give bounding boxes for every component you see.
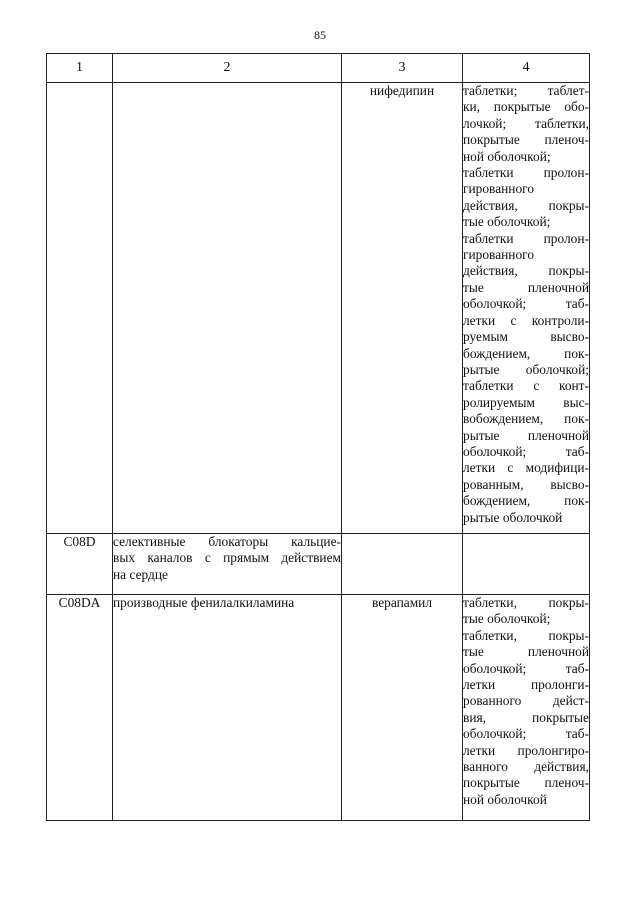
dosage-forms-line: летки пролонгиро- bbox=[463, 742, 589, 758]
dosage-forms-line: таблетки пролон- bbox=[463, 165, 589, 181]
group-cell bbox=[113, 534, 342, 595]
drug-name-cell bbox=[342, 534, 463, 595]
dosage-forms-line: ной оболочкой; bbox=[463, 148, 551, 164]
atc-code-cell: C08DA bbox=[47, 595, 113, 821]
group-line: на сердце bbox=[113, 566, 168, 582]
header-col-2: 2 bbox=[113, 54, 342, 83]
dosage-forms-line: лочкой; таблетки, bbox=[463, 115, 589, 131]
dosage-forms-line: ролируемым выс- bbox=[463, 394, 589, 410]
page-number: 85 bbox=[314, 28, 326, 42]
dosage-forms-line: таблетки с конт- bbox=[463, 378, 589, 394]
dosage-forms-cell bbox=[463, 595, 590, 821]
dosage-forms-line: летки с контроли- bbox=[463, 312, 589, 328]
drug-name-cell: нифедипин bbox=[342, 83, 463, 534]
dosage-forms-line: ки, покрытые обо- bbox=[463, 99, 589, 115]
group-cell bbox=[113, 595, 342, 821]
dosage-forms-line: вия, покрытые bbox=[463, 709, 589, 725]
dosage-forms-line: покрытые пленоч- bbox=[463, 775, 589, 791]
dosage-forms-line: рытые оболочкой; bbox=[463, 361, 589, 377]
dosage-forms-line: таблетки, покры- bbox=[463, 627, 589, 643]
dosage-forms-line: тые пленочной bbox=[463, 279, 589, 295]
dosage-forms-line: летки пролонги- bbox=[463, 677, 589, 693]
dosage-forms-line: таблетки; таблет- bbox=[463, 83, 589, 98]
dosage-forms-line: рытые пленочной bbox=[463, 427, 589, 443]
group-line: вых каналов с прямым действием bbox=[113, 550, 341, 566]
dosage-forms-line: летки с модифици- bbox=[463, 460, 589, 476]
dosage-forms-line: ной оболочкой bbox=[463, 791, 547, 807]
dosage-forms-line: таблетки пролон- bbox=[463, 230, 589, 246]
dosage-forms-line: бождением, пок- bbox=[463, 493, 589, 509]
dosage-forms-line: ванного действия, bbox=[463, 759, 589, 775]
dosage-forms-line: оболочкой; таб- bbox=[463, 443, 589, 459]
header-col-4: 4 bbox=[463, 54, 590, 83]
group-line: производные фенилалкиламина bbox=[113, 595, 295, 610]
dosage-forms-line: оболочкой; таб- bbox=[463, 660, 589, 676]
dosage-forms-line: действия, покры- bbox=[463, 263, 589, 279]
dosage-forms-line: рованным, высво- bbox=[463, 476, 589, 492]
table-row bbox=[47, 534, 590, 595]
dosage-forms-line: тые оболочкой; bbox=[463, 611, 551, 627]
table-row bbox=[47, 83, 590, 534]
dosage-forms-line: вобождением, пок- bbox=[463, 411, 589, 427]
table-row bbox=[47, 595, 590, 821]
dosage-forms-line: бождением, пок- bbox=[463, 345, 589, 361]
dosage-forms-line: действия, покры- bbox=[463, 197, 589, 213]
dosage-forms-line: руемым высво- bbox=[463, 329, 589, 345]
header-col-1: 1 bbox=[47, 54, 113, 83]
header-row bbox=[47, 54, 590, 83]
dosage-forms-line: рованного дейст- bbox=[463, 693, 589, 709]
dosage-forms-line: оболочкой; таб- bbox=[463, 296, 589, 312]
header-col-3: 3 bbox=[342, 54, 463, 83]
dosage-forms-line: покрытые пленоч- bbox=[463, 132, 589, 148]
dosage-forms-line: тые оболочкой; bbox=[463, 214, 551, 230]
dosage-forms-line: гированного bbox=[463, 247, 535, 263]
group-line: селективные блокаторы кальцие- bbox=[113, 534, 341, 549]
dosage-forms-line: оболочкой; таб- bbox=[463, 726, 589, 742]
dosage-forms-cell bbox=[463, 83, 590, 534]
dosage-forms-line: рытые оболочкой bbox=[463, 509, 563, 525]
dosage-forms-line: тые пленочной bbox=[463, 644, 589, 660]
dosage-forms-line: гированного bbox=[463, 181, 535, 197]
drug-name-cell: верапамил bbox=[342, 595, 463, 821]
dosage-forms-cell bbox=[463, 534, 590, 595]
drug-table bbox=[46, 53, 590, 821]
atc-code-cell bbox=[47, 83, 113, 534]
dosage-forms-line: таблетки, покры- bbox=[463, 595, 589, 610]
group-cell bbox=[113, 83, 342, 534]
atc-code-cell: C08D bbox=[47, 534, 113, 595]
